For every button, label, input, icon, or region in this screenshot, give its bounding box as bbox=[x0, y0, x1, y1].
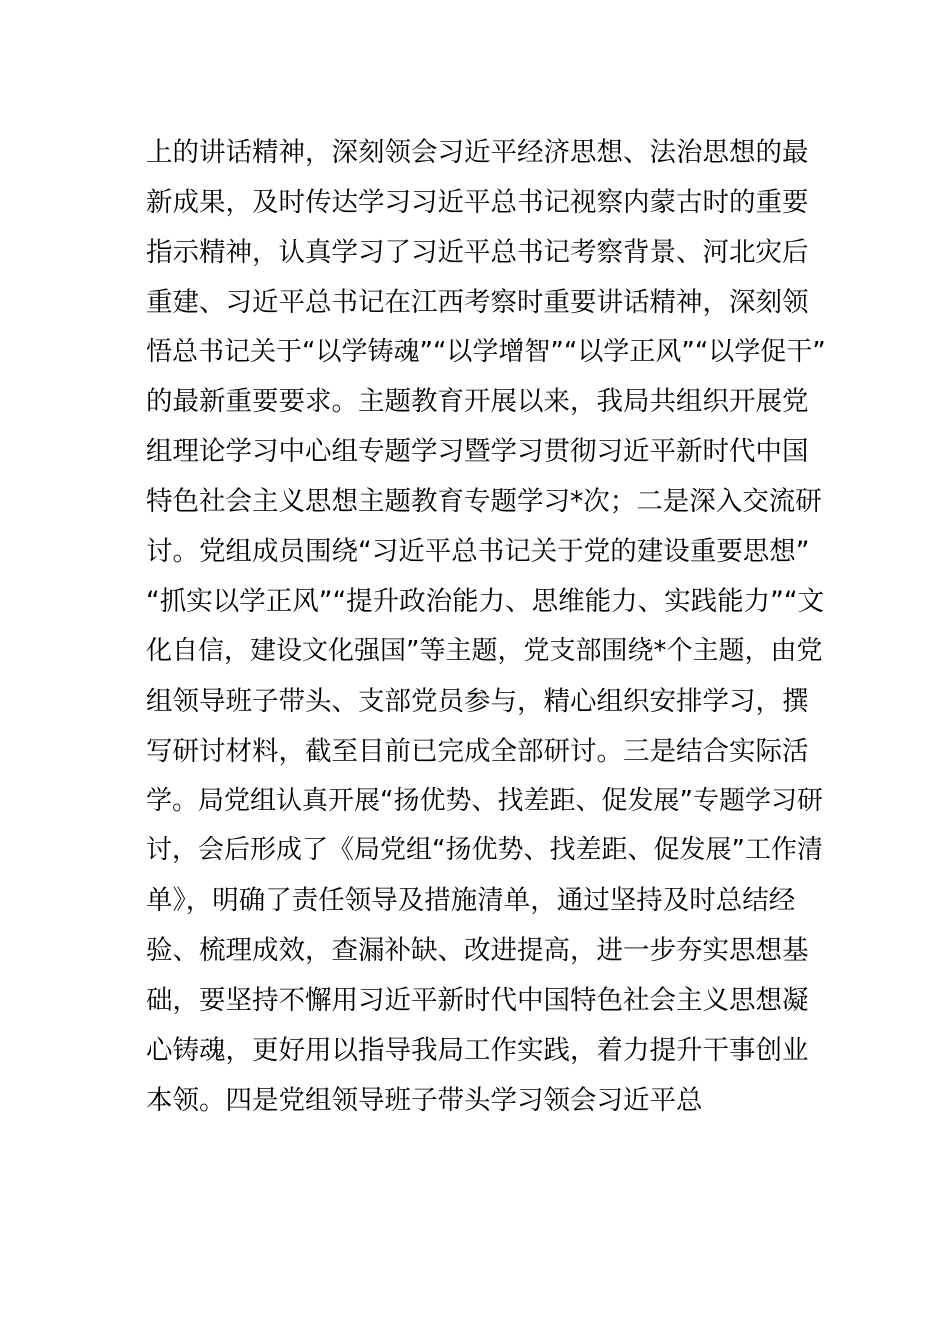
text-line: 指示精神，认真学习了习近平总书记考察背景、河北灾后 bbox=[146, 236, 809, 268]
text-line: 的最新重要要求。主题教育开展以来，我局共组织开展党 bbox=[146, 386, 809, 418]
text-line: 特色社会主义思想主题教育专题学习*次；二是深入交流研 bbox=[146, 486, 822, 518]
text-line: 悟总书记关于“以学铸魂”“以学增智”“以学正风”“以学促干” bbox=[146, 336, 826, 367]
text-line: 本领。四是党组领导班子带头学习领会习近平总 bbox=[146, 1084, 703, 1116]
text-line: 组理论学习中心组专题学习暨学习贯彻习近平新时代中国 bbox=[146, 436, 809, 468]
text-line: 上的讲话精神，深刻领会习近平经济思想、法治思想的最 bbox=[146, 137, 809, 168]
text-line: 新成果，及时传达学习习近平总书记视察内蒙古时的重要 bbox=[146, 186, 809, 218]
body-paragraph bbox=[146, 128, 826, 1126]
text-line: 重建、习近平总书记在江西考察时重要讲话精神，深刻领 bbox=[146, 286, 809, 318]
text-line: 心铸魂，更好用以指导我局工作实践，着力提升干事创业 bbox=[146, 1035, 809, 1067]
text-line: 讨，会后形成了《局党组“扬优势、找差距、促发展”工作清 bbox=[146, 835, 823, 866]
text-line: 讨。党组成员围绕“习近平总书记关于党的建设重要思想” bbox=[146, 536, 810, 568]
text-line: 础，要坚持不懈用习近平新时代中国特色社会主义思想凝 bbox=[146, 985, 809, 1017]
text-line: 组领导班子带头、支部党员参与，精心组织安排学习，撰 bbox=[146, 685, 809, 717]
text-line: 化自信，建设文化强国”等主题，党支部围绕*个主题，由党 bbox=[146, 635, 823, 666]
text-line: 学。局党组认真开展“扬优势、找差距、促发展”专题学习研 bbox=[146, 785, 823, 816]
text-line: 写研讨材料，截至目前已完成全部研讨。三是结合实际活 bbox=[146, 735, 809, 767]
text-line: 验、梳理成效，查漏补缺、改进提高，进一步夯实思想基 bbox=[146, 935, 809, 967]
text-line: 单》，明确了责任领导及措施清单，通过坚持及时总结经 bbox=[146, 885, 796, 917]
text-line: “抓实以学正风”“提升政治能力、思维能力、实践能力”“文 bbox=[146, 586, 825, 618]
